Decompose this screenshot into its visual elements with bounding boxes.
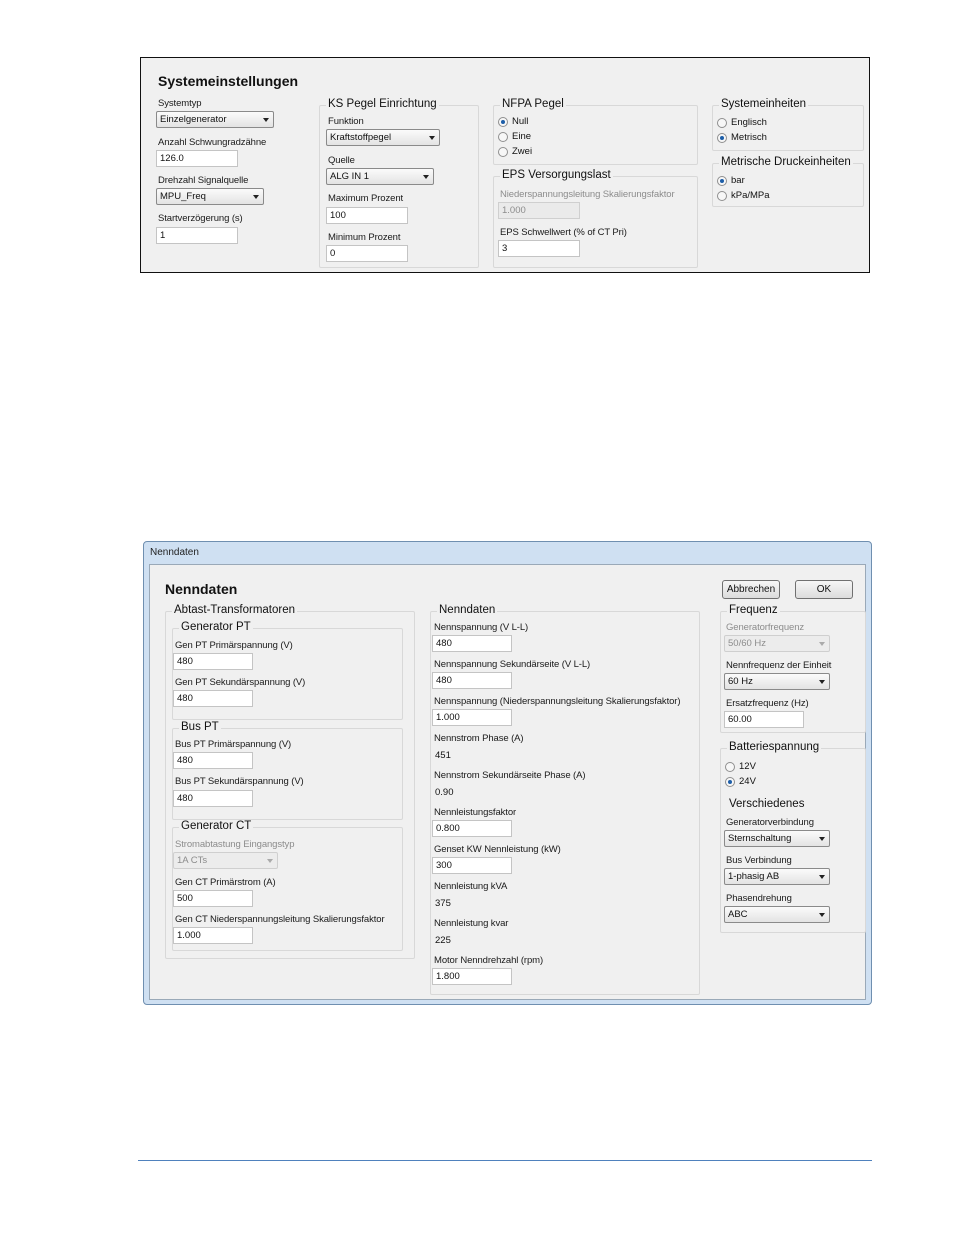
quelle-dropdown[interactable] <box>326 168 434 185</box>
genfreq-dropdown <box>724 635 830 652</box>
systemeinheiten-legend: Systemeinheiten <box>721 98 807 110</box>
quelle-label: Quelle <box>328 155 355 166</box>
nennstrom-phase-value: 451 <box>435 750 451 761</box>
batterie-option-label: 12V <box>739 761 756 772</box>
start-label: Startverzögerung (s) <box>158 213 243 224</box>
radio-selected-icon <box>717 133 727 143</box>
buspt-prim-input[interactable]: 480 <box>173 752 253 769</box>
radio-icon <box>725 762 735 772</box>
nfpa-option-label: Null <box>512 116 529 127</box>
nfpa-legend: NFPA Pegel <box>502 98 564 110</box>
schwungrad-input[interactable]: 126.0 <box>156 150 238 167</box>
nennspannung-input[interactable]: 480 <box>432 635 512 652</box>
batterie-legend: Batteriespannung <box>729 741 820 753</box>
motor-drehzahl-input[interactable]: 1.800 <box>432 968 512 985</box>
nennleistungsfaktor-label: Nennleistungsfaktor <box>434 807 517 818</box>
nennspannung-label: Nennspannung (V L-L) <box>434 622 529 633</box>
verschiedenes-legend: Verschiedenes <box>729 798 805 810</box>
chevron-down-icon <box>267 859 273 863</box>
nennfreq-label: Nennfrequenz der Einheit <box>726 660 832 671</box>
nennleistung-kva-value: 375 <box>435 898 451 909</box>
radio-selected-icon <box>717 176 727 186</box>
radio-selected-icon <box>725 777 735 787</box>
systemeinheiten-group <box>712 98 864 151</box>
nfpa-option-label: Eine <box>512 131 532 142</box>
nfpa-radio-zwei[interactable] <box>498 146 532 157</box>
systemtyp-value: Einzelgenerator <box>160 114 227 125</box>
nennfreq-value: 60 Hz <box>728 676 753 687</box>
druck-option-label: kPa/MPa <box>731 190 770 201</box>
genverb-dropdown[interactable] <box>724 830 830 847</box>
nennstrom-phase-label: Nennstrom Phase (A) <box>434 733 524 744</box>
system-settings-panel <box>140 57 870 273</box>
nenndaten-window <box>143 541 872 1005</box>
chevron-down-icon <box>429 136 435 140</box>
batterie-radio-24v[interactable] <box>725 776 756 787</box>
genpt-prim-label: Gen PT Primärspannung (V) <box>175 640 293 651</box>
radio-icon <box>717 118 727 128</box>
nfpa-radio-null[interactable] <box>498 116 528 127</box>
window-title: Nenndaten <box>150 547 199 558</box>
funktion-dropdown[interactable] <box>326 129 440 146</box>
genfreq-label: Generatorfrequenz <box>726 622 805 633</box>
genfreq-value: 50/60 Hz <box>728 638 767 649</box>
ersatzfreq-input[interactable]: 60.00 <box>724 711 804 728</box>
eps-schwell-label: EPS Schwellwert (% of CT Pri) <box>500 227 627 238</box>
chevron-down-icon <box>819 837 825 841</box>
genpt-legend: Generator PT <box>181 621 251 633</box>
radio-selected-icon <box>498 117 508 127</box>
signalquelle-value: MPU_Freq <box>160 191 206 202</box>
max-prozent-label: Maximum Prozent <box>328 193 404 204</box>
nenndaten-legend: Nenndaten <box>439 604 496 616</box>
buspt-legend: Bus PT <box>181 721 219 733</box>
genset-kw-input[interactable]: 300 <box>432 857 512 874</box>
ks-pegel-legend: KS Pegel Einrichtung <box>328 98 437 110</box>
chevron-down-icon <box>253 195 259 199</box>
start-input[interactable]: 1 <box>156 227 238 244</box>
phase-label: Phasendrehung <box>726 893 792 904</box>
signalquelle-label: Drehzahl Signalquelle <box>158 175 249 186</box>
phase-value: ABC <box>728 909 748 920</box>
chevron-down-icon <box>819 875 825 879</box>
min-prozent-input[interactable]: 0 <box>326 245 408 262</box>
cancel-button[interactable]: Abbrechen <box>722 580 780 599</box>
nennspannung-skal-label: Nennspannung (Niederspannungsleitung Skalierungsfaktor) <box>434 696 681 707</box>
busverb-label: Bus Verbindung <box>726 855 792 866</box>
buspt-prim-label: Bus PT Primärspannung (V) <box>175 739 292 750</box>
nfpa-radio-eine[interactable] <box>498 131 531 142</box>
eps-skal-label: Niederspannungsleitung Skalierungsfaktor <box>500 189 675 200</box>
quelle-value: ALG IN 1 <box>330 171 370 182</box>
max-prozent-input[interactable]: 100 <box>326 207 408 224</box>
genct-skal-input[interactable]: 1.000 <box>173 927 253 944</box>
chevron-down-icon <box>819 680 825 684</box>
nennleistungsfaktor-input[interactable]: 0.800 <box>432 820 512 837</box>
genct-typ-label: Stromabtastung Eingangstyp <box>175 839 295 850</box>
genpt-sek-label: Gen PT Sekundärspannung (V) <box>175 677 306 688</box>
genct-skal-label: Gen CT Niederspannungsleitung Skalierungsfaktor <box>175 914 385 925</box>
abtast-legend: Abtast-Transformatoren <box>174 604 296 616</box>
ok-button[interactable]: OK <box>795 580 853 599</box>
einheiten-option-label: Englisch <box>731 117 767 128</box>
chevron-down-icon <box>263 118 269 122</box>
genpt-sek-input[interactable]: 480 <box>173 690 253 707</box>
druck-option-label: bar <box>731 175 745 186</box>
motor-drehzahl-label: Motor Nenndrehzahl (rpm) <box>434 955 544 966</box>
batterie-option-label: 24V <box>739 776 756 787</box>
nennfreq-dropdown[interactable] <box>724 673 830 690</box>
druck-legend: Metrische Druckeinheiten <box>721 156 851 168</box>
funktion-label: Funktion <box>328 116 364 127</box>
signalquelle-dropdown[interactable] <box>156 188 264 205</box>
genverb-label: Generatorverbindung <box>726 817 814 828</box>
genset-kw-label: Genset KW Nennleistung (kW) <box>434 844 561 855</box>
schwungrad-label: Anzahl Schwungradzähne <box>158 137 267 148</box>
einheiten-option-label: Metrisch <box>731 132 767 143</box>
genverb-value: Sternschaltung <box>728 833 792 844</box>
nennleistung-kvar-label: Nennleistung kvar <box>434 918 509 929</box>
nfpa-option-label: Zwei <box>512 146 533 157</box>
radio-icon <box>498 147 508 157</box>
funktion-value: Kraftstoffpegel <box>330 132 392 143</box>
radio-icon <box>498 132 508 142</box>
genct-prim-input[interactable]: 500 <box>173 890 253 907</box>
nennspannung-skal-input[interactable]: 1.000 <box>432 709 512 726</box>
eps-legend: EPS Versorgungslast <box>502 169 611 181</box>
druck-radio-bar[interactable] <box>717 175 745 186</box>
eps-schwell-input[interactable]: 3 <box>498 240 580 257</box>
genct-legend: Generator CT <box>181 820 252 832</box>
einheiten-radio-metrisch[interactable] <box>717 132 767 143</box>
nennstrom-sek-value: 0.90 <box>435 787 454 798</box>
buspt-sek-input[interactable]: 480 <box>173 790 253 807</box>
min-prozent-label: Minimum Prozent <box>328 232 401 243</box>
nenndaten-title: Nenndaten <box>165 581 238 597</box>
nennleistung-kvar-value: 225 <box>435 935 451 946</box>
busverb-dropdown[interactable] <box>724 868 830 885</box>
system-settings-title: Systemeinstellungen <box>158 73 299 89</box>
druck-radio-kpa[interactable] <box>717 190 770 201</box>
genpt-prim-input[interactable]: 480 <box>173 653 253 670</box>
genct-typ-dropdown <box>173 852 278 869</box>
chevron-down-icon <box>819 642 825 646</box>
radio-icon <box>717 191 727 201</box>
chevron-down-icon <box>819 913 825 917</box>
nennstrom-sek-label: Nennstrom Sekundärseite Phase (A) <box>434 770 586 781</box>
eps-skal-input: 1.000 <box>498 202 580 219</box>
frequenz-legend: Frequenz <box>729 604 778 616</box>
batterie-radio-12v[interactable] <box>725 761 756 772</box>
systemtyp-dropdown[interactable] <box>156 111 274 128</box>
nenndaten-client <box>149 564 866 1000</box>
einheiten-radio-englisch[interactable] <box>717 117 767 128</box>
nennleistung-kva-label: Nennleistung kVA <box>434 881 508 892</box>
nennspannung-sek-input[interactable]: 480 <box>432 672 512 689</box>
footer-divider <box>138 1160 872 1161</box>
ersatzfreq-label: Ersatzfrequenz (Hz) <box>726 698 809 709</box>
systemtyp-label: Systemtyp <box>158 98 202 109</box>
buspt-sek-label: Bus PT Sekundärspannung (V) <box>175 776 304 787</box>
nennspannung-sek-label: Nennspannung Sekundärseite (V L-L) <box>434 659 591 670</box>
genct-typ-value: 1A CTs <box>177 855 208 866</box>
busverb-value: 1-phasig AB <box>728 871 780 882</box>
phase-dropdown[interactable] <box>724 906 830 923</box>
genct-prim-label: Gen CT Primärstrom (A) <box>175 877 276 888</box>
chevron-down-icon <box>423 175 429 179</box>
